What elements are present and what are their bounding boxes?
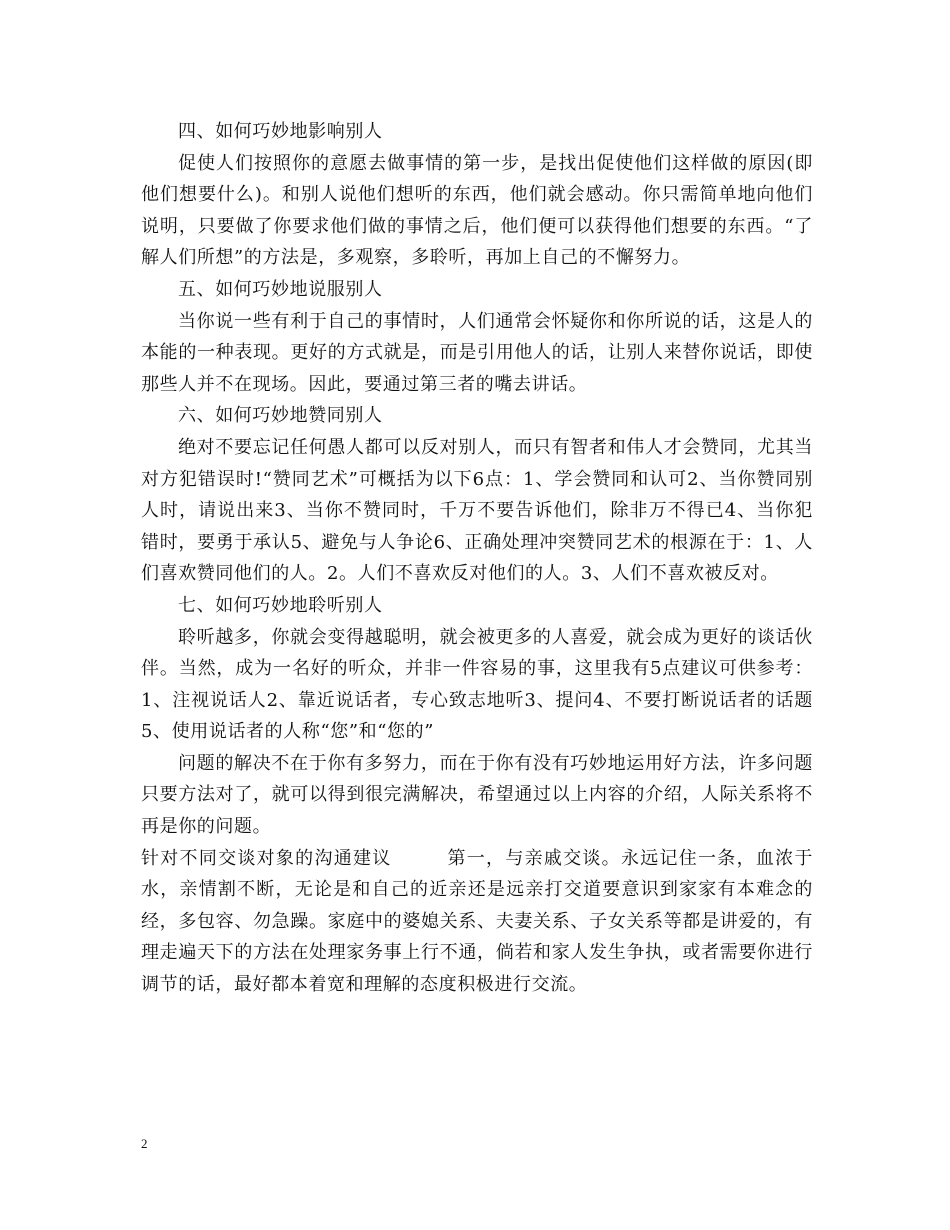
closing-title: 针对不同交谈对象的沟通建议 (141, 847, 392, 869)
section-paragraph: 促使人们按照你的意愿去做事情的第一步，是找出促使他们这样做的原因(即他们想要什么)。和别人说他们想听的东西，他们就会感动。你只需简单地向他们说明，只要做了你要求他们做的事情之后，他们便可以获得他们想要的东西。“了解人们所想”的方法是，多观察，多聆听，再加上自己的不懈努力。 (141, 152, 813, 269)
closing-paragraph (141, 843, 813, 1001)
section-paragraph: 绝对不要忘记任何愚人都可以反对别人，而只有智者和伟人才会赞同，尤其当对方犯错误时!“赞同艺术”可概括为以下6点：1、学会赞同和认可2、当你赞同别人时，请说出来3、当你不赞同时，千万不要告诉他们，除非万不得已4、当你犯错时，要勇于承认5、避免与人争论6、正确处理冲突赞同艺术的根源在于：1、人们喜欢赞同他们的人。2。人们不喜欢反对他们的人。3、人们不喜欢被反对。 (141, 436, 813, 585)
section-paragraph: 当你说一些有利于自己的事情时，人们通常会怀疑你和你所说的话，这是人的本能的一种表现。更好的方式就是，而是引用他人的话，让别人来替你说话，即使那些人并不在现场。因此，要通过第三者的嘴去讲话。 (141, 310, 813, 395)
section-heading: 六、如何巧妙地赞同别人 (178, 405, 383, 427)
section-paragraph: 聆听越多，你就会变得越聪明，就会被更多的人喜爱，就会成为更好的谈话伙伴。当然，成为一名好的听众，并非一件容易的事，这里我有5点建议可供参考：1、注视说话人2、靠近说话者，专心致志地听3、提问4、不要打断说话者的话题5、使用说话者的人称“您”和“您的” (141, 626, 813, 743)
document-body (141, 116, 813, 1001)
section-paragraph: 问题的解决不在于你有多努力，而在于你有没有巧妙地运用好方法，许多问题只要方法对了，就可以得到很完满解决，希望通过以上内容的介绍，人际关系将不再是你的问题。 (141, 752, 813, 838)
closing-gap (392, 848, 448, 869)
section-heading: 七、如何巧妙地聆听别人 (178, 594, 383, 616)
page-number: 2 (141, 1136, 148, 1151)
closing-text: 第一，与亲戚交谈。永远记住一条，血浓于水，亲情割不断，无论是和自己的近亲还是远亲打交道要意识到家家有本难念的经，多包容、勿急躁。家庭中的婆媳关系、夫妻关系、子女关系等都是讲爱的，有理走遍天下的方法在处理家务事上行不通，倘若和家人发生争执，或者需要你进行调节的话，最好都本着宽和理解的态度积极进行交流。 (141, 847, 813, 996)
section-heading: 五、如何巧妙地说服别人 (178, 278, 383, 300)
section-heading: 四、如何巧妙地影响别人 (178, 121, 383, 142)
